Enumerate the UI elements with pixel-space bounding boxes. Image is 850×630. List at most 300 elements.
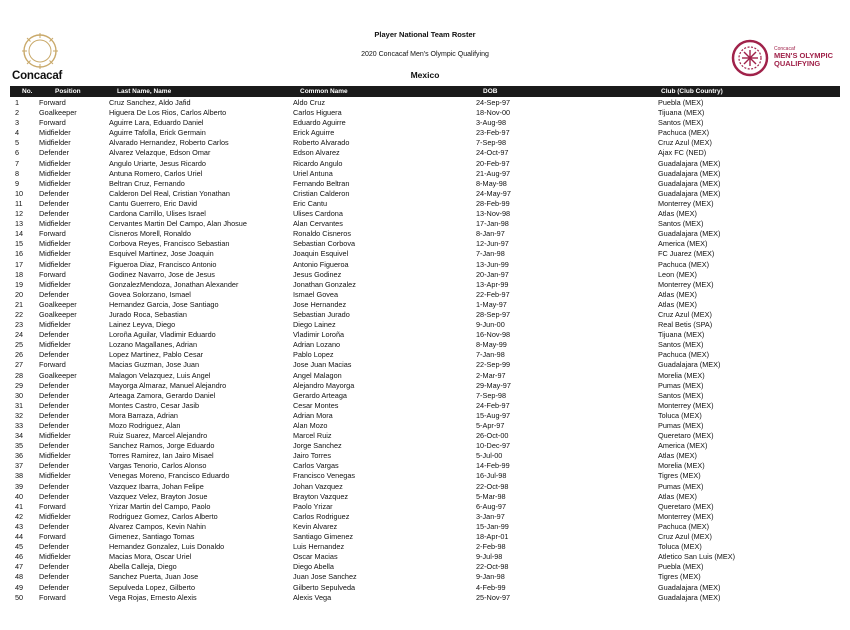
player-number: 7 [15,158,20,168]
player-club: Pachuca (MEX) [658,521,710,531]
player-club: Pachuca (MEX) [658,128,710,138]
player-club: Toluca (MEX) [658,542,702,552]
player-full-name: Aguirre Tafolla, Erick Germain [109,128,206,138]
player-position: Midfielder [39,168,71,178]
table-row [10,572,840,582]
player-number: 50 [15,592,24,602]
player-full-name: Ruiz Suarez, Marcel Alejandro [109,431,208,441]
player-common-name: Carlos Higuera [293,108,342,118]
player-number: 15 [15,239,24,249]
player-full-name: Cisneros Morell, Ronaldo [109,229,191,239]
player-position: Midfielder [39,511,71,521]
player-common-name: Aldo Cruz [293,98,326,107]
table-row [10,482,840,492]
player-position: Defender [39,421,70,430]
table-row [10,401,840,411]
olympic-emblem-icon [730,38,770,78]
player-dob: 8-May-98 [476,178,507,188]
player-dob: 14-Feb-99 [476,461,510,471]
player-common-name: Jose Juan Macias [293,360,352,370]
player-position: Defender [39,330,70,340]
player-number: 27 [15,360,24,370]
player-number: 43 [15,521,24,531]
table-row [10,108,840,118]
player-club: Santos (MEX) [658,219,704,229]
player-number: 4 [15,128,20,138]
player-number: 26 [15,350,24,360]
player-common-name: Adrian Mora [293,410,333,420]
table-row [10,300,840,310]
table-row [10,270,840,280]
player-common-name: Jonathan Gonzalez [293,279,356,289]
player-dob: 2-Feb-98 [476,542,506,552]
player-full-name: Alvarez Velazque, Edson Omar [109,148,211,158]
player-position: Defender [39,188,70,198]
table-row [10,441,840,451]
player-common-name: Gilberto Sepulveda [293,582,356,592]
table-row [10,552,840,562]
player-common-name: Jairo Torres [293,451,331,461]
player-full-name: Vazquez Velez, Brayton Josue [109,491,208,501]
player-common-name: Pablo Lopez [293,350,334,360]
player-dob: 9-Jul-98 [476,552,503,562]
player-dob: 3-Jan-97 [476,511,505,521]
player-number: 42 [15,511,24,521]
player-position: Forward [39,592,66,602]
player-full-name: Cardona Carrillo, Ulises Israel [109,209,206,219]
player-full-name: Macias Guzman, Jose Juan [109,360,200,370]
player-common-name: Ulises Cardona [293,209,343,219]
player-dob: 16-Jul-98 [476,471,507,481]
player-dob: 24-Sep-97 [476,98,511,107]
table-row [10,360,840,370]
player-common-name: Sebastian Corbova [293,239,356,249]
player-position: Midfielder [39,320,71,330]
player-dob: 7-Jan-98 [476,350,505,360]
player-dob: 13-Apr-99 [476,279,509,289]
player-number: 1 [15,98,20,107]
player-dob: 5-Jul-00 [476,451,503,461]
player-club: Atlas (MEX) [658,491,697,501]
player-full-name: Beltran Cruz, Fernando [109,178,185,188]
player-common-name: Brayton Vazquez [293,491,349,501]
table-row [10,522,840,532]
player-club: Pumas (MEX) [658,380,704,390]
player-common-name: Carlos Rodriguez [293,511,350,521]
roster-table-header [10,86,840,97]
player-position: Forward [39,360,66,370]
player-full-name: Yrizar Martin del Campo, Paolo [109,501,211,511]
player-common-name: Sebastian Jurado [293,309,350,319]
player-position: Midfielder [39,471,71,481]
player-position: Defender [39,542,70,552]
table-row [10,138,840,148]
table-row [10,350,840,360]
player-number: 35 [15,441,24,451]
player-club: Guadalajara (MEX) [658,229,721,239]
player-common-name: Cesar Montes [293,400,339,410]
player-number: 3 [15,118,20,128]
player-position: Midfielder [39,239,71,249]
player-full-name: Montes Castro, Cesar Jasib [109,400,200,410]
player-number: 38 [15,471,24,481]
player-number: 24 [15,330,24,340]
player-common-name: Eduardo Aguirre [293,118,346,128]
player-number: 21 [15,299,24,309]
player-club: Cruz Azul (MEX) [658,532,712,542]
table-row [10,209,840,219]
olympic-logo-title [774,52,833,68]
player-full-name: Corbova Reyes, Francisco Sebastian [109,239,230,249]
player-position: Defender [39,582,70,592]
player-dob: 24-Oct-97 [476,148,509,158]
table-row [10,199,840,209]
player-common-name: Alejandro Mayorga [293,380,355,390]
player-common-name: Erick Aguirre [293,128,335,138]
player-dob: 7-Sep-98 [476,390,507,400]
player-club: Pachuca (MEX) [658,259,710,269]
player-club: Guadalajara (MEX) [658,592,721,602]
player-position: Defender [39,148,70,158]
table-row [10,502,840,512]
player-dob: 2-Mar-97 [476,370,506,380]
player-common-name: Adrian Lozano [293,340,341,350]
player-dob: 22-Sep-99 [476,360,511,370]
player-number: 31 [15,400,24,410]
player-full-name: Angulo Uriarte, Jesus Ricardo [109,158,206,168]
table-row [10,229,840,239]
player-common-name: Gerardo Arteaga [293,390,347,400]
table-row [10,239,840,249]
player-number: 9 [15,178,20,188]
player-club: Pumas (MEX) [658,421,704,430]
player-dob: 20-Jan-97 [476,269,509,279]
player-club: Guadalajara (MEX) [658,178,721,188]
player-dob: 15-Aug-97 [476,410,511,420]
player-position: Defender [39,491,70,501]
player-full-name: GonzalezMendoza, Jonathan Alexander [109,279,239,289]
table-row [10,593,840,603]
player-full-name: Alvarez Campos, Kevin Nahin [109,521,206,531]
player-position: Forward [39,269,66,279]
player-dob: 7-Sep-98 [476,138,507,148]
table-row [10,219,840,229]
player-full-name: Loroña Aguilar, Vladimir Eduardo [109,330,216,340]
player-full-name: Alvarado Hernandez, Roberto Carlos [109,138,229,148]
player-dob: 18-Nov-00 [476,108,511,118]
player-position: Midfielder [39,340,71,350]
table-row [10,532,840,542]
player-club: Atlas (MEX) [658,451,697,461]
player-common-name: Diego Lainez [293,320,336,330]
player-common-name: Uriel Antuna [293,168,333,178]
player-position: Defender [39,380,70,390]
player-dob: 23-Feb-97 [476,128,510,138]
player-common-name: Alan Cervantes [293,219,343,229]
player-position: Defender [39,521,70,531]
player-position: Midfielder [39,552,71,562]
player-position: Forward [39,98,66,107]
player-full-name: Rodriguez Gomez, Carlos Alberto [109,511,218,521]
player-full-name: Sanchez Ramos, Jorge Eduardo [109,441,215,451]
player-common-name: Jesus Godinez [293,269,342,279]
player-number: 33 [15,421,24,430]
player-number: 45 [15,542,24,552]
player-club: Real Betis (SPA) [658,320,713,330]
player-dob: 17-Jan-98 [476,219,509,229]
player-full-name: Malagon Velazquez, Luis Angel [109,370,211,380]
player-number: 12 [15,209,24,219]
player-dob: 24-Feb-97 [476,400,510,410]
player-common-name: Jose Hernandez [293,299,347,309]
player-common-name: Santiago Gimenez [293,532,354,542]
player-common-name: Ronaldo Cisneros [293,229,352,239]
player-position: Midfielder [39,451,71,461]
player-number: 28 [15,370,24,380]
roster-table-body [10,98,840,603]
player-position: Midfielder [39,431,71,441]
player-full-name: Hernandez Gonzalez, Luis Donaldo [109,542,225,552]
player-dob: 1-May-97 [476,299,507,309]
player-number: 23 [15,320,24,330]
olympic-logo-line1: MEN'S OLYMPIC [774,51,834,60]
col-header-club: Club (Club Country) [661,88,723,95]
player-number: 37 [15,461,24,471]
table-row [10,320,840,330]
player-common-name: Antonio Figueroa [293,259,349,269]
player-full-name: Hernandez Garcia, Jose Santiago [109,299,219,309]
player-dob: 13-Nov-98 [476,209,511,219]
player-dob: 13-Jun-99 [476,259,509,269]
player-dob: 22-Oct-98 [476,481,509,491]
player-full-name: Jurado Roca, Sebastian [109,309,187,319]
player-number: 8 [15,168,20,178]
player-club: Tijuana (MEX) [658,330,705,340]
olympic-logo-line2: QUALIFYING [774,59,821,68]
table-row [10,562,840,572]
player-club: Atletico San Luis (MEX) [658,552,736,562]
player-number: 6 [15,148,20,158]
player-club: Queretaro (MEX) [658,431,714,441]
player-full-name: Venegas Moreno, Francisco Eduardo [109,471,230,481]
player-club: Tigres (MEX) [658,471,701,481]
player-number: 40 [15,491,24,501]
player-full-name: Aguirre Lara, Eduardo Daniel [109,118,204,128]
table-row [10,249,840,259]
col-header-name: Last Name, Name [117,88,172,95]
table-row [10,169,840,179]
player-full-name: Arteaga Zamora, Gerardo Daniel [109,390,216,400]
player-club: Monterrey (MEX) [658,198,714,208]
player-club: Santos (MEX) [658,340,704,350]
player-dob: 26-Oct-00 [476,431,509,441]
olympic-logo-brand: Concacaf [774,46,796,52]
player-common-name: Alexis Vega [293,592,332,602]
player-position: Defender [39,572,70,582]
player-number: 46 [15,552,24,562]
player-common-name: Diego Abella [293,562,334,572]
player-dob: 28-Sep-97 [476,309,511,319]
player-dob: 16-Nov-98 [476,330,511,340]
player-position: Defender [39,289,70,299]
player-club: Toluca (MEX) [658,410,702,420]
table-row [10,431,840,441]
player-number: 29 [15,380,24,390]
table-row [10,542,840,552]
player-position: Defender [39,350,70,360]
table-row [10,98,840,108]
player-club: Morelia (MEX) [658,370,705,380]
player-number: 18 [15,269,24,279]
player-club: Guadalajara (MEX) [658,360,721,370]
player-club: Santos (MEX) [658,118,704,128]
player-number: 30 [15,390,24,400]
player-club: Guadalajara (MEX) [658,158,721,168]
player-full-name: Vega Rojas, Ernesto Alexis [109,592,197,602]
player-common-name: Johan Vazquez [293,481,343,491]
player-club: Tijuana (MEX) [658,108,705,118]
player-full-name: Macias Mora, Oscar Uriel [109,552,192,562]
player-number: 44 [15,532,24,542]
player-number: 39 [15,481,24,491]
player-dob: 8-Jan-97 [476,229,505,239]
player-position: Forward [39,229,66,239]
table-row [10,461,840,471]
player-dob: 8-May-99 [476,340,507,350]
player-club: Cruz Azul (MEX) [658,309,712,319]
player-dob: 12-Jun-97 [476,239,509,249]
table-row [10,451,840,461]
player-number: 5 [15,138,20,148]
player-number: 19 [15,279,24,289]
player-number: 20 [15,289,24,299]
player-number: 25 [15,340,24,350]
player-common-name: Ismael Govea [293,289,339,299]
table-row [10,280,840,290]
player-position: Defender [39,209,70,219]
player-full-name: Antuna Romero, Carlos Uriel [109,168,203,178]
player-full-name: Sepulveda Lopez, Gilberto [109,582,195,592]
player-club: Atlas (MEX) [658,299,697,309]
player-club: Atlas (MEX) [658,289,697,299]
player-common-name: Edson Alvarez [293,148,340,158]
player-position: Forward [39,118,66,128]
olympic-qualifying-logo [730,38,840,82]
player-common-name: Carlos Vargas [293,461,339,471]
player-common-name: Cristian Calderon [293,188,350,198]
table-row [10,340,840,350]
player-club: Leon (MEX) [658,269,697,279]
col-header-position: Position [55,88,81,95]
player-number: 49 [15,582,24,592]
player-common-name: Eric Cantu [293,198,328,208]
player-position: Midfielder [39,128,71,138]
player-full-name: Calderon Del Real, Cristian Yonathan [109,188,230,198]
player-full-name: Cantu Guerrero, Eric David [109,198,198,208]
player-number: 48 [15,572,24,582]
player-common-name: Marcel Ruiz [293,431,332,441]
player-full-name: Lozano Magallanes, Adrian [109,340,198,350]
player-club: Queretaro (MEX) [658,501,714,511]
table-row [10,260,840,270]
player-dob: 22-Oct-98 [476,562,509,572]
table-row [10,310,840,320]
player-club: FC Juarez (MEX) [658,249,715,259]
player-number: 10 [15,188,24,198]
player-club: Guadalajara (MEX) [658,582,721,592]
col-header-common-name: Common Name [300,88,348,95]
player-position: Defender [39,562,70,572]
player-club: Atlas (MEX) [658,209,697,219]
player-club: Pachuca (MEX) [658,350,710,360]
table-row [10,179,840,189]
table-row [10,512,840,522]
player-common-name: Paolo Yrizar [293,501,333,511]
team-name: Mexico [410,70,440,80]
player-number: 41 [15,501,24,511]
player-number: 2 [15,108,20,118]
player-club: Puebla (MEX) [658,98,704,107]
player-dob: 28-Feb-99 [476,198,510,208]
player-position: Forward [39,532,66,542]
table-row [10,290,840,300]
player-position: Goalkeeper [39,309,77,319]
player-dob: 9-Jun-00 [476,320,505,330]
table-row [10,411,840,421]
player-club: Tigres (MEX) [658,572,701,582]
player-full-name: Vargas Tenorio, Carlos Alonso [109,461,207,471]
player-full-name: Lopez Martinez, Pablo Cesar [109,350,204,360]
col-header-no: No. [22,88,33,95]
player-dob: 5-Mar-98 [476,491,506,501]
player-position: Goalkeeper [39,370,77,380]
player-club: Guadalajara (MEX) [658,168,721,178]
table-row [10,583,840,593]
player-dob: 7-Jan-98 [476,249,505,259]
player-club: Ajax FC (NED) [658,148,707,158]
player-full-name: Gimenez, Santiago Tomas [109,532,195,542]
player-club: Puebla (MEX) [658,562,704,572]
player-full-name: Abella Calleja, Diego [109,562,177,572]
player-number: 32 [15,410,24,420]
player-club: Monterrey (MEX) [658,400,714,410]
player-dob: 9-Jan-98 [476,572,505,582]
player-full-name: Vazquez Ibarra, Johan Felipe [109,481,204,491]
player-dob: 22-Feb-97 [476,289,510,299]
player-dob: 18-Apr-01 [476,532,509,542]
player-dob: 29-May-97 [476,380,511,390]
player-number: 11 [15,198,23,208]
col-header-dob: DOB [483,88,498,95]
player-full-name: Cruz Sanchez, Aldo Jafid [109,98,191,107]
page-title: Player National Team Roster [374,30,476,39]
player-club: Pumas (MEX) [658,481,704,491]
player-full-name: Esquivel Martinez, Jose Joaquin [109,249,214,259]
player-full-name: Mayorga Almaraz, Manuel Alejandro [109,380,227,390]
table-row [10,492,840,502]
player-full-name: Govea Solorzano, Ismael [109,289,191,299]
table-row [10,189,840,199]
player-position: Midfielder [39,249,71,259]
player-number: 36 [15,451,24,461]
player-number: 22 [15,309,24,319]
player-dob: 24-May-97 [476,188,511,198]
player-full-name: Godinez Navarro, Jose de Jesus [109,269,215,279]
player-dob: 21-Aug-97 [476,168,511,178]
player-common-name: Roberto Alvarado [293,138,350,148]
table-row [10,381,840,391]
player-common-name: Joaquin Esquivel [293,249,349,259]
